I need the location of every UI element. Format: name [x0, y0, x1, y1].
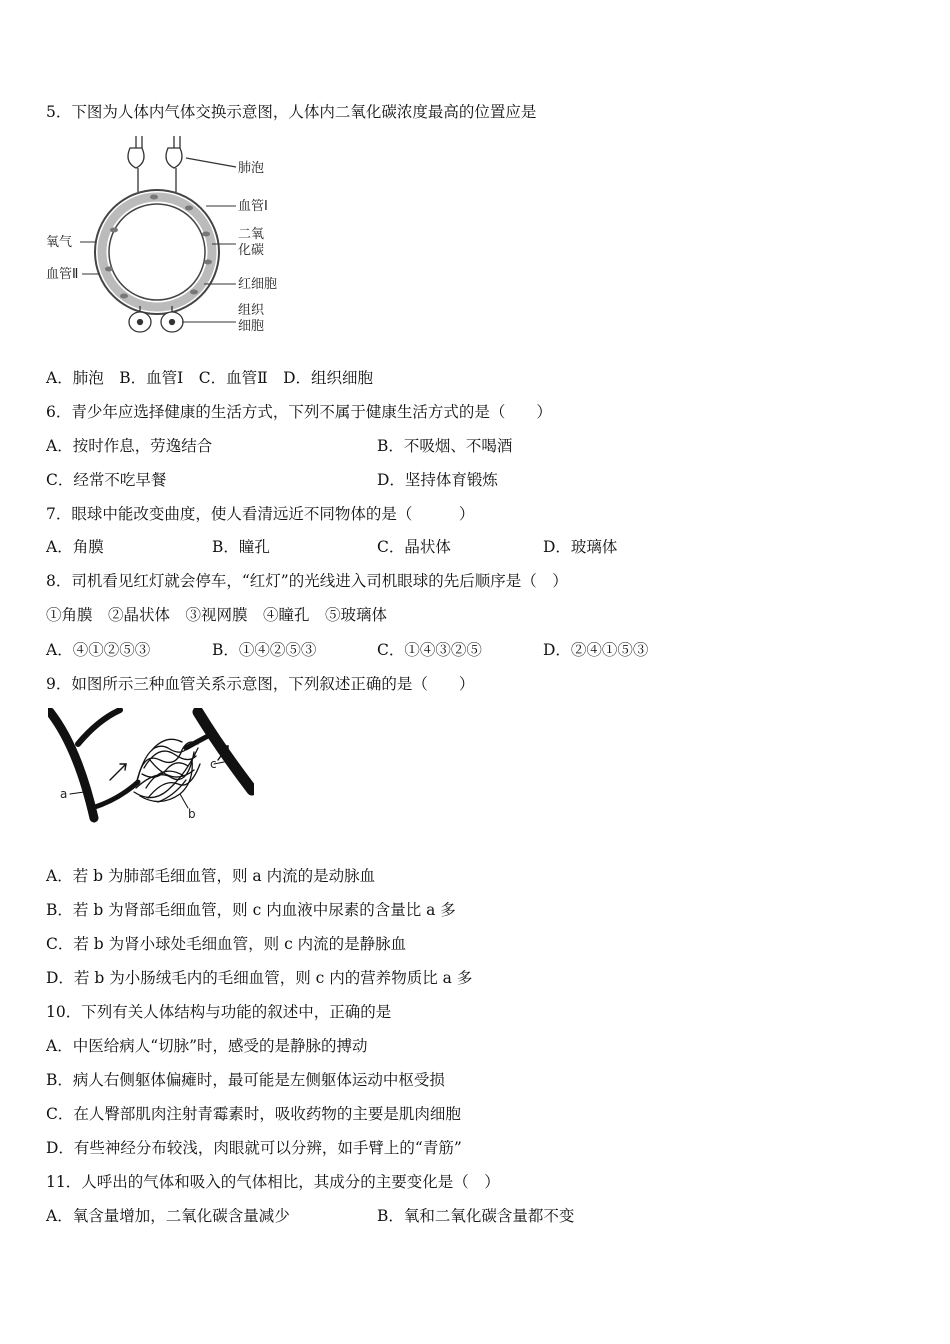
q9-blood-vessel-figure: [48, 708, 254, 830]
q8-option-c: C．①④③②⑤: [377, 641, 482, 659]
q8-items: ①角膜 ②晶状体 ③视网膜 ④瞳孔 ⑤玻璃体: [46, 606, 388, 624]
q6-option-b: B．不吸烟、不喝酒: [377, 437, 513, 455]
label-oxygen: 氧气: [46, 235, 73, 250]
label-tissue-line1: 组织: [238, 303, 265, 318]
q7-option-d: D．玻璃体: [543, 538, 618, 556]
label-vessel-1: 血管Ⅰ: [238, 199, 268, 214]
q7-option-a: A．角膜: [46, 538, 104, 556]
q11-stem: 11．人呼出的气体和吸入的气体相比，其成分的主要变化是（ ）: [46, 1173, 500, 1191]
q10-option-b: B．病人右侧躯体偏瘫时，最可能是左侧躯体运动中枢受损: [46, 1071, 445, 1089]
q6-option-d: D．坚持体育锻炼: [377, 471, 498, 489]
alveolus-icon: [128, 136, 236, 192]
q5-options: A．肺泡 B．血管Ⅰ C．血管Ⅱ D．组织细胞: [46, 369, 374, 387]
q8-option-a: A．④①②⑤③: [46, 641, 151, 659]
q10-option-d: D．有些神经分布较浅，肉眼就可以分辨，如手臂上的“青筋”: [46, 1139, 462, 1157]
q6-option-a: A．按时作息，劳逸结合: [46, 437, 213, 455]
q9-option-d: D．若 b 为小肠绒毛内的毛细血管，则 c 内的营养物质比 a 多: [46, 969, 473, 987]
q5-gas-exchange-figure: [44, 134, 284, 344]
label-co2-line1: 二氧: [238, 227, 265, 242]
q8-stem: 8．司机看见红灯就会停车，“红灯”的光线进入司机眼球的先后顺序是（ ）: [46, 572, 568, 590]
q7-option-c: C．晶状体: [377, 538, 451, 556]
q9-option-a: A．若 b 为肺部毛细血管，则 a 内流的是动脉血: [46, 867, 376, 885]
label-rbc: 红细胞: [238, 277, 278, 292]
q9-stem: 9．如图所示三种血管关系示意图，下列叙述正确的是（ ）: [46, 675, 475, 693]
q9-option-b: B．若 b 为肾部毛细血管，则 c 内血液中尿素的含量比 a 多: [46, 901, 456, 919]
q11-option-a: A．氧含量增加，二氧化碳含量减少: [46, 1207, 290, 1225]
q7-stem: 7．眼球中能改变曲度，使人看清远近不同物体的是（ ）: [46, 505, 475, 523]
q6-stem: 6．青少年应选择健康的生活方式，下列不属于健康生活方式的是（ ）: [46, 403, 552, 421]
label-vessel-2: 血管Ⅱ: [46, 267, 79, 282]
blood-vessel-ring: [95, 190, 219, 314]
label-a: a: [60, 787, 68, 801]
q10-stem: 10．下列有关人体结构与功能的叙述中，正确的是: [46, 1003, 392, 1021]
label-alveolus: 肺泡: [238, 161, 265, 176]
q8-option-d: D．②④①⑤③: [543, 641, 649, 659]
q5-stem: 5．下图为人体内气体交换示意图，人体内二氧化碳浓度最高的位置应是: [46, 103, 537, 121]
label-tissue-line2: 细胞: [238, 319, 265, 334]
label-b: b: [188, 807, 196, 821]
q10-option-c: C．在人臀部肌肉注射青霉素时，吸收药物的主要是肌肉细胞: [46, 1105, 461, 1123]
q10-option-a: A．中医给病人“切脉”时，感受的是静脉的搏动: [46, 1037, 368, 1055]
q8-option-b: B．①④②⑤③: [212, 641, 317, 659]
label-co2-line2: 化碳: [238, 243, 265, 258]
q6-option-c: C．经常不吃早餐: [46, 471, 167, 489]
q9-option-c: C．若 b 为肾小球处毛细血管，则 c 内流的是静脉血: [46, 935, 407, 953]
q7-option-b: B．瞳孔: [212, 538, 270, 556]
q11-option-b: B．氧和二氧化碳含量都不变: [377, 1207, 575, 1225]
label-c: c: [210, 757, 217, 771]
